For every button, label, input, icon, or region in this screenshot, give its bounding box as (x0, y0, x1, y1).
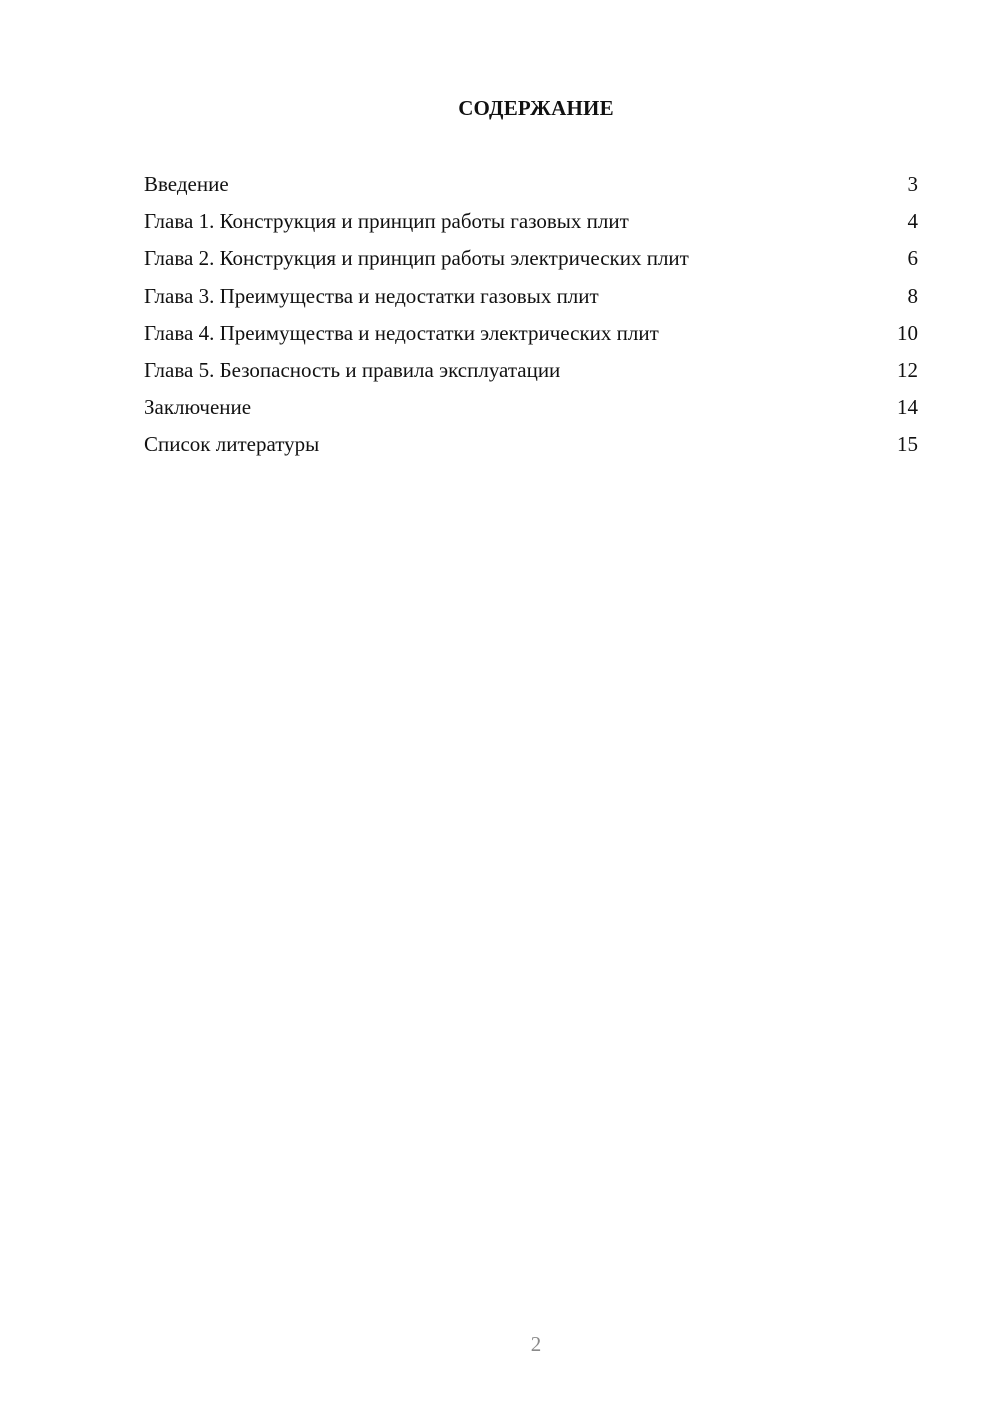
toc-entry-label: Глава 5. Безопасность и правила эксплуатации (144, 357, 561, 382)
toc-entry-page: 6 (907, 246, 918, 271)
toc-entry-label: Введение (144, 172, 229, 196)
toc-entry-page: 4 (907, 209, 918, 234)
toc-entry-label: Заключение (144, 395, 252, 420)
toc-entry (144, 352, 918, 389)
toc-entry-label: Глава 1. Конструкция и принцип работы газовых плит (144, 209, 629, 234)
toc-entry (144, 426, 918, 463)
toc-entry-page: 12 (897, 357, 918, 382)
toc-entry-label: Глава 3. Преимущества и недостатки газовых плит (144, 283, 599, 308)
toc-entry-page: 14 (897, 395, 918, 420)
toc-entry-page: 8 (907, 283, 918, 308)
page-title: СОДЕРЖАНИЕ (458, 96, 614, 120)
toc-entry-page: 15 (897, 432, 918, 457)
page-number: 2 (530, 1332, 542, 1356)
toc-entry-label: Глава 2. Конструкция и принцип работы электрических плит (144, 246, 689, 271)
toc-entry-label: Глава 4. Преимущества и недостатки электрических плит (144, 320, 659, 345)
toc-entry (144, 315, 918, 352)
toc-entry (144, 278, 918, 315)
toc-entry (144, 166, 918, 203)
table-of-contents (144, 166, 918, 464)
toc-entry (144, 203, 918, 240)
toc-entry-page: 10 (897, 320, 918, 345)
toc-entry-page: 3 (907, 172, 918, 196)
toc-entry-label: Список литературы (144, 432, 320, 457)
toc-entry (144, 389, 918, 426)
toc-entry (144, 240, 918, 277)
